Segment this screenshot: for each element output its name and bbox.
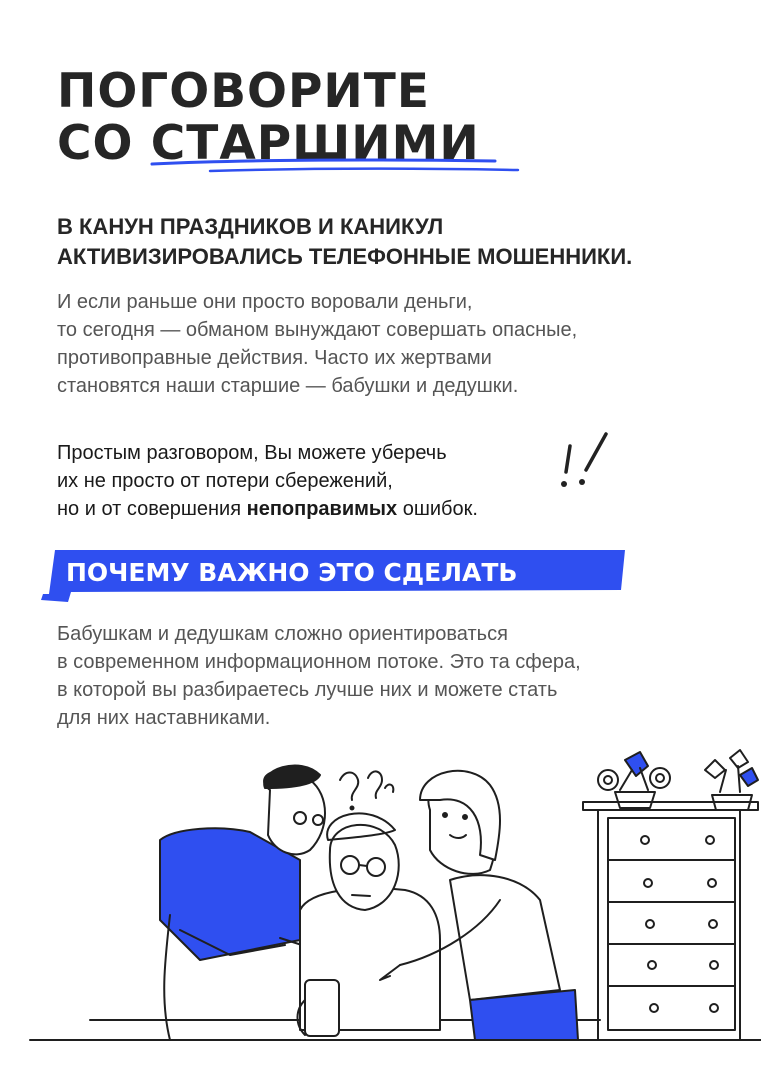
dresser-illustration — [583, 802, 758, 1040]
section-line-4: для них наставниками. — [57, 707, 271, 729]
intro-line-1: И если раньше они просто воровали деньги, — [57, 291, 473, 313]
title-line-1: ПОГОВОРИТЕ — [57, 64, 430, 119]
callout-line-2: их не просто от потери сбережений, — [57, 470, 393, 492]
section-line-2: в современном информационном потоке. Это та сфера, — [57, 651, 581, 673]
subheading-line-1: В КАНУН ПРАЗДНИКОВ И КАНИКУЛ — [57, 214, 444, 239]
section-line-3: в которой вы разбираетесь лучше них и можете стать — [57, 679, 558, 701]
section-line-1: Бабушкам и дедушкам сложно ориентироваться — [57, 623, 508, 645]
callout-emphasis: непоправимых — [246, 498, 398, 520]
family-illustration — [0, 740, 761, 1077]
subheading — [57, 212, 632, 272]
intro-paragraph — [57, 288, 577, 400]
question-scribble-icon — [340, 771, 393, 809]
callout-paragraph — [57, 439, 478, 523]
callout-line-3-end: ошибок. — [397, 498, 478, 520]
intro-line-4: становятся наши старшие — бабушки и дедушки. — [57, 375, 519, 397]
section-banner-title: ПОЧЕМУ ВАЖНО ЭТО СДЕЛАТЬ — [66, 558, 518, 587]
title-underline — [150, 154, 522, 178]
callout-line-1: Простым разговором, Вы можете уберечь — [57, 442, 447, 464]
grandma-figure — [298, 813, 441, 1036]
intro-line-2: то сегодня — обманом вынуждают совершать опасные, — [57, 319, 578, 341]
callout-line-3 — [57, 495, 478, 523]
exclamation-marks-icon — [556, 432, 616, 494]
callout-line-3-start: но и от совершения — [57, 498, 247, 520]
intro-line-3: противоправные действия. Часто их жертвами — [57, 347, 492, 369]
flower-pot-left — [598, 752, 670, 808]
subheading-line-2: АКТИВИЗИРОВАЛИСЬ ТЕЛЕФОННЫЕ МОШЕННИКИ. — [57, 244, 633, 269]
title-line-2: СО СТАРШИМИ — [57, 116, 480, 171]
section-paragraph — [57, 620, 581, 732]
